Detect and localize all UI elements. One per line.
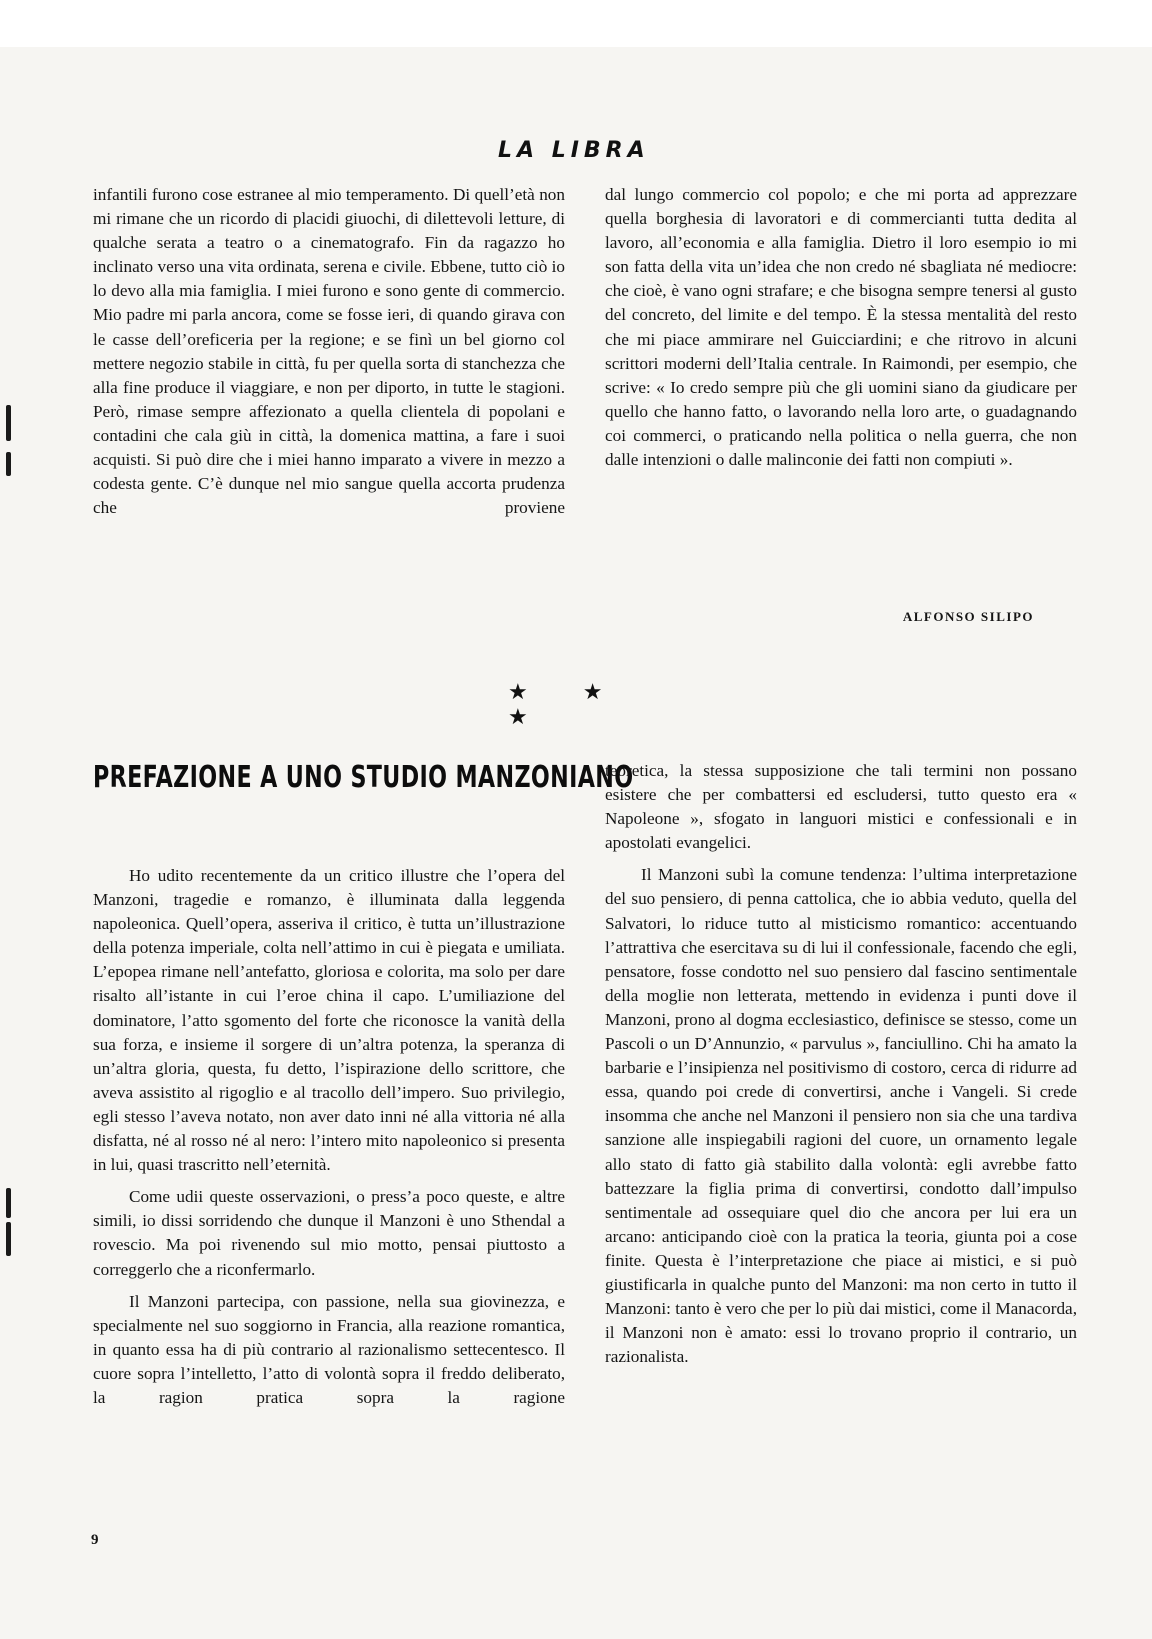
paragraph: teoretica, la stessa supposizione che tali termini non possano esistere che per combattersi ed escludersi, tutto questo era « Napoleone », sfogato in languori mistici e confessionali e in apostolati evangelici. <box>605 761 1077 853</box>
article-right-column <box>605 759 1077 1369</box>
article-left-column <box>93 864 565 1410</box>
paragraph: Il Manzoni partecipa, con passione, nella sua giovinezza, e specialmente nel suo soggiorno in Francia, alla reazione romantica, in quanto essa ha di più contrario al razionalismo settecentesco. Il cuore sopra l’intelletto, l’atto di volontà sopra il freddo deliberato, la ragion pratica sopra la ragione <box>93 1291 565 1407</box>
running-title: LA LIBRA <box>498 138 650 163</box>
paragraph: Il Manzoni subì la comune tendenza: l’ultima interpretazione del suo pensiero, di penna cattolica, che io abbia veduto, quella del Salvatori, lo riduce tutto al misticismo romantico: accentuando l’attrattiva che esercitava su di lui il confessionale, facendo che egli, pensatore, fosse condotto nel suo pensiero dal fascino sentimentale della moglie non letterata, mettendo in evidenza i punti dove il Manzoni, prono al dogma ecclesiastico, definisce se stesso, come un Pascoli o un D’Annunzio, « parvulus », fanciullino. Chi ha amato la barbarie e l’insipienza nel positivismo di costoro, cerca di ridurre ad essa, quando poi crede di convertirsi, anche i Vangeli. Si crede insomma che anche nel Manzoni il pensiero non sia che una tardiva sanzione alle inspiegabili ragioni del cuore, un ornamento legale allo stato di fatto già stabilito dalla volontà: egli avrebbe fatto battezzare la figlia prima di convertirsi, condotto dall’impulso sentimentale ad ossequiare quel dio che ancora per lui era un arcano: anticipando cioè con la pratica la teoria, giunta poi a cose finite. Questa è l’interpretazione che piace ai mistici, e si può giustificarla in qualche punto del Manzoni: ma non certo in tutto il Manzoni: tanto è vero che per lo più dai mistici, come il Manacorda, il Manzoni non è amato: essi lo trovano proprio il contrario, un razionalista. <box>605 865 1077 1367</box>
margin-mark-upper-2 <box>6 452 11 476</box>
paragraph: infantili furono cose estranee al mio temperamento. Di quell’età non mi rimane che un ricordo di placidi giuochi, di dilettevoli letture, di qualche serata a teatro o a cinematografo. Fin da ragazzo ho inclinato verso una vita ordinata, serena e civile. Ebbene, tutto ciò io lo devo alla mia famiglia. I miei furono e sono gente di commercio. Mio padre mi parla ancora, come se fosse ieri, di quando girava con le casse dell’oreficeria per la regione; e se finì un bel giorno col mettere negozio stabile in città, fu per quella sorta di stanchezza che alla fine produce il viaggiare, e non per diporto, in tutte le stagioni. Però, rimase sempre affezionato a quella clientela di popolani e contadini che cala giù in città, la domenica mattina, a fare i suoi acquisti. Si può dire che i miei hanno imparato a vivere in mezzo a codesta gente. C’è dunque nel mio sangue quella accorta prudenza che proviene <box>93 185 565 518</box>
margin-mark-upper <box>6 405 11 441</box>
left-column-top <box>93 183 565 520</box>
margin-mark-lower-2 <box>6 1222 11 1256</box>
article-title: PREFAZIONE A UNO STUDIO MANZONIANO <box>93 760 634 795</box>
paragraph: dal lungo commercio col popolo; e che mi porta ad apprezzare quella borghesia di lavoratori e di commercianti tutta dedita al lavoro, all’economia e alla famiglia. Dietro il loro esempio io mi son fatta della vita un’idea che non credo né sbagliata né mediocre: che cioè, è vano ogni strafare; e che bisogna sempre tenersi al gusto del concreto, del limite e del tempo. È la stessa mentalità del resto che mi piace ammirare nel Guicciardini; e che ritrovo in alcuni scrittori moderni dell’Italia centrale. In Raimondi, per esempio, che scrive: « Io credo sempre più che gli uomini siano da giudicare per quello che hanno fatto, o lavorando nella loro arte, o guadagnando coi commerci, o praticando nella politica o nella guerra, che non dalle intenzioni o dalle malinconie dei fatti non compiuti ». <box>605 185 1077 470</box>
section-divider-stars: ★ ★ ★ <box>508 680 627 730</box>
margin-mark-lower <box>6 1188 11 1218</box>
author-signature: ALFONSO SILIPO <box>902 609 1034 624</box>
right-column-top <box>605 183 1077 472</box>
paragraph: Come udii queste osservazioni, o press’a poco queste, e altre simili, io dissi sorridendo che dunque il Manzoni è uno Sthendal a rovescio. Ma poi rivenendo sul mio motto, pensai piuttosto a correggerlo che a riconfermarlo. <box>93 1187 565 1279</box>
paragraph: Ho udito recentemente da un critico illustre che l’opera del Manzoni, tragedie e romanzo, è illuminata dalla leggenda napoleonica. Quell’opera, asseriva il critico, è tutta un’illustrazione della potenza imperiale, colta nell’attimo in cui è piegata e umiliata. L’epopea rimane nell’antefatto, gloriosa e colorita, ma solo per dare risalto all’istante in cui l’eroe china il capo. L’umiliazione del dominatore, l’atto sgomento del forte che riconosce la vanità della sua forza, e insieme il sorgere di un’altra potenza, la speranza di un’altra gloria, questa, fu detto, l’ispirazione dello scrittore, che aveva assistito al rigoglio e al tracollo dell’impero. Suo privilegio, egli stesso l’aveva notato, non aver dato inni né alla vittoria né alla disfatta, né al rosso né al nero: l’intero mito napoleonico si presenta in lui, quasi trascritto nell’eternità. <box>93 866 565 1175</box>
page-number: 9 <box>91 1532 99 1548</box>
